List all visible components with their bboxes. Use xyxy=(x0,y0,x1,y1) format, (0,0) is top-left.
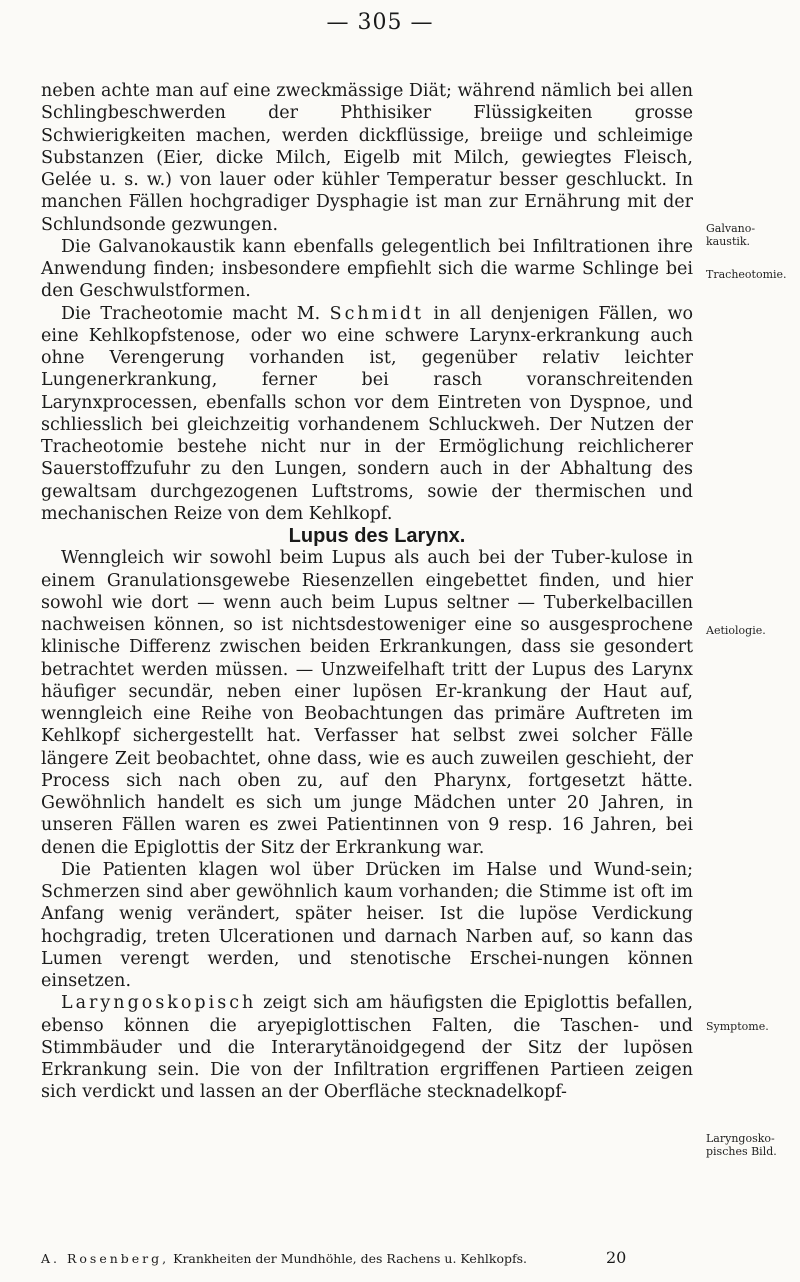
paragraph-diet: neben achte man auf eine zweckmässige Diät; während nämlich bei allen Schlingbeschwerden der Phthisiker Flüssigkeiten grosse Schwierigkeiten machen, werden dickflüssige, breiige und schleimige Substanzen (Eier, dicke Milch, Eigelb mit Milch, gewiegtes Fleisch, Gelée u. s. w.) von lauer oder kühler Temperatur besser geschluckt. In manchen Fällen hochgradiger Dysphagie ist man zur Ernährung mit der Schlundsonde gezwungen. xyxy=(41,81,693,235)
footer-author: A. Rosenberg, xyxy=(41,1251,170,1266)
paragraph-laryngoskopie xyxy=(41,992,693,1103)
paragraph-symptome: Die Patienten klagen wol über Drücken im Halse und Wund-sein; Schmerzen sind aber gewöhnlich kaum vorhanden; die Stimme ist oft im Anfang wenig verändert, später heiser. Ist die lupöse Verdickung hochgradig, treten Ulcerationen und darnach Narben auf, so kann das Lumen verengt werden, und stenotische Erschei-nungen können einsetzen. xyxy=(41,859,693,991)
paragraph-tracheotomie xyxy=(41,303,693,526)
margin-note-laryngoskopisches-bild: Laryngosko-pisches Bild. xyxy=(706,1132,777,1158)
margin-note-aetiologie: Aetiologie. xyxy=(706,624,766,637)
page-number-header: — 305 — xyxy=(326,10,434,35)
author-name-schmidt: Schmidt xyxy=(329,303,425,324)
margin-note-tracheotomie: Tracheotomie. xyxy=(706,268,787,281)
footer-title: Krankheiten der Mundhöhle, des Rachens u. Kehlkopfs. xyxy=(173,1251,527,1266)
section-heading: Lupus des Larynx. xyxy=(288,525,466,547)
paragraph-tracheotomie-rest: in all denjenigen Fällen, wo eine Kehlkopfstenose, oder wo eine schwere Larynx-erkrankung auch ohne Verengerung vorhanden ist, gegenüber relativ leichter Lungenerkrankung, ferner bei rasch voranschreitenden Larynxprocessen, ebenfalls schon vor dem Eintreten von Dyspnoe, und schliesslich bei gleichzeitig vorhandenem Schluckweh. Der Nutzen der Tracheotomie bestehe nicht nur in der Ermöglichung reichlicherer Sauerstoffzufuhr zu den Lungen, sondern auch in der Abhaltung des gewaltsam durchgezogenen Luftstroms, sowie der thermischen und mechanischen Reize von dem Kehlkopf. xyxy=(41,303,693,524)
margin-note-galvanokaustik: Galvano-kaustik. xyxy=(706,222,756,248)
laryngoskopisch-lead: Laryngoskopisch xyxy=(61,993,257,1014)
margin-note-symptome: Symptome. xyxy=(706,1020,769,1033)
footer xyxy=(41,1248,661,1267)
paragraph-tracheotomie-start: Die Tracheotomie macht M. xyxy=(61,303,321,324)
main-text xyxy=(41,80,693,1104)
footer-signature: 20 xyxy=(606,1248,627,1267)
paragraph-laryngoskopie-rest: zeigt sich am häufigsten die Epiglottis befallen, ebenso können die aryepiglottischen Falten, die Taschen- und Stimmbäuder und die Interarytänoidgegend der Sitz der lupösen Erkrankung sein. Die von der Infiltration ergriffenen Partieen zeigen sich verdickt und lassen an der Oberfläche stecknadelkopf- xyxy=(41,993,693,1103)
paragraph-aetiologie: Wenngleich wir sowohl beim Lupus als auch bei der Tuber-kulose in einem Granulationsgewebe Riesenzellen eingebettet finden, und hier sowohl wie dort — wenn auch beim Lupus seltner — Tuberkelbacillen nachweisen können, so ist nichtsdestoweniger eine so ausgesprochene klinische Differenz zwischen beiden Erkrankungen, dass sie gesondert betrachtet werden müssen. — Unzweifelhaft tritt der Lupus des Larynx häufiger secundär, neben einer lupösen Er-krankung der Haut auf, wenngleich eine Reihe von Beobachtungen das primäre Auftreten im Kehlkopf sichergestellt hat. Verfasser hat selbst zwei solcher Fälle längere Zeit beobachtet, ohne dass, wie es auch zuweilen geschieht, der Process sich nach oben zu, auf den Pharynx, fortgesetzt hätte. Gewöhnlich handelt es sich um junge Mädchen unter 20 Jahren, in unseren Fällen waren es zwei Patientinnen von 9 resp. 16 Jahren, bei denen die Epiglottis der Sitz der Erkrankung war. xyxy=(41,548,693,858)
paragraph-galvanokaustik: Die Galvanokaustik kann ebenfalls gelegentlich bei Infiltrationen ihre Anwendung finden; insbesondere empfiehlt sich die warme Schlinge bei den Geschwulstformen. xyxy=(41,236,693,302)
